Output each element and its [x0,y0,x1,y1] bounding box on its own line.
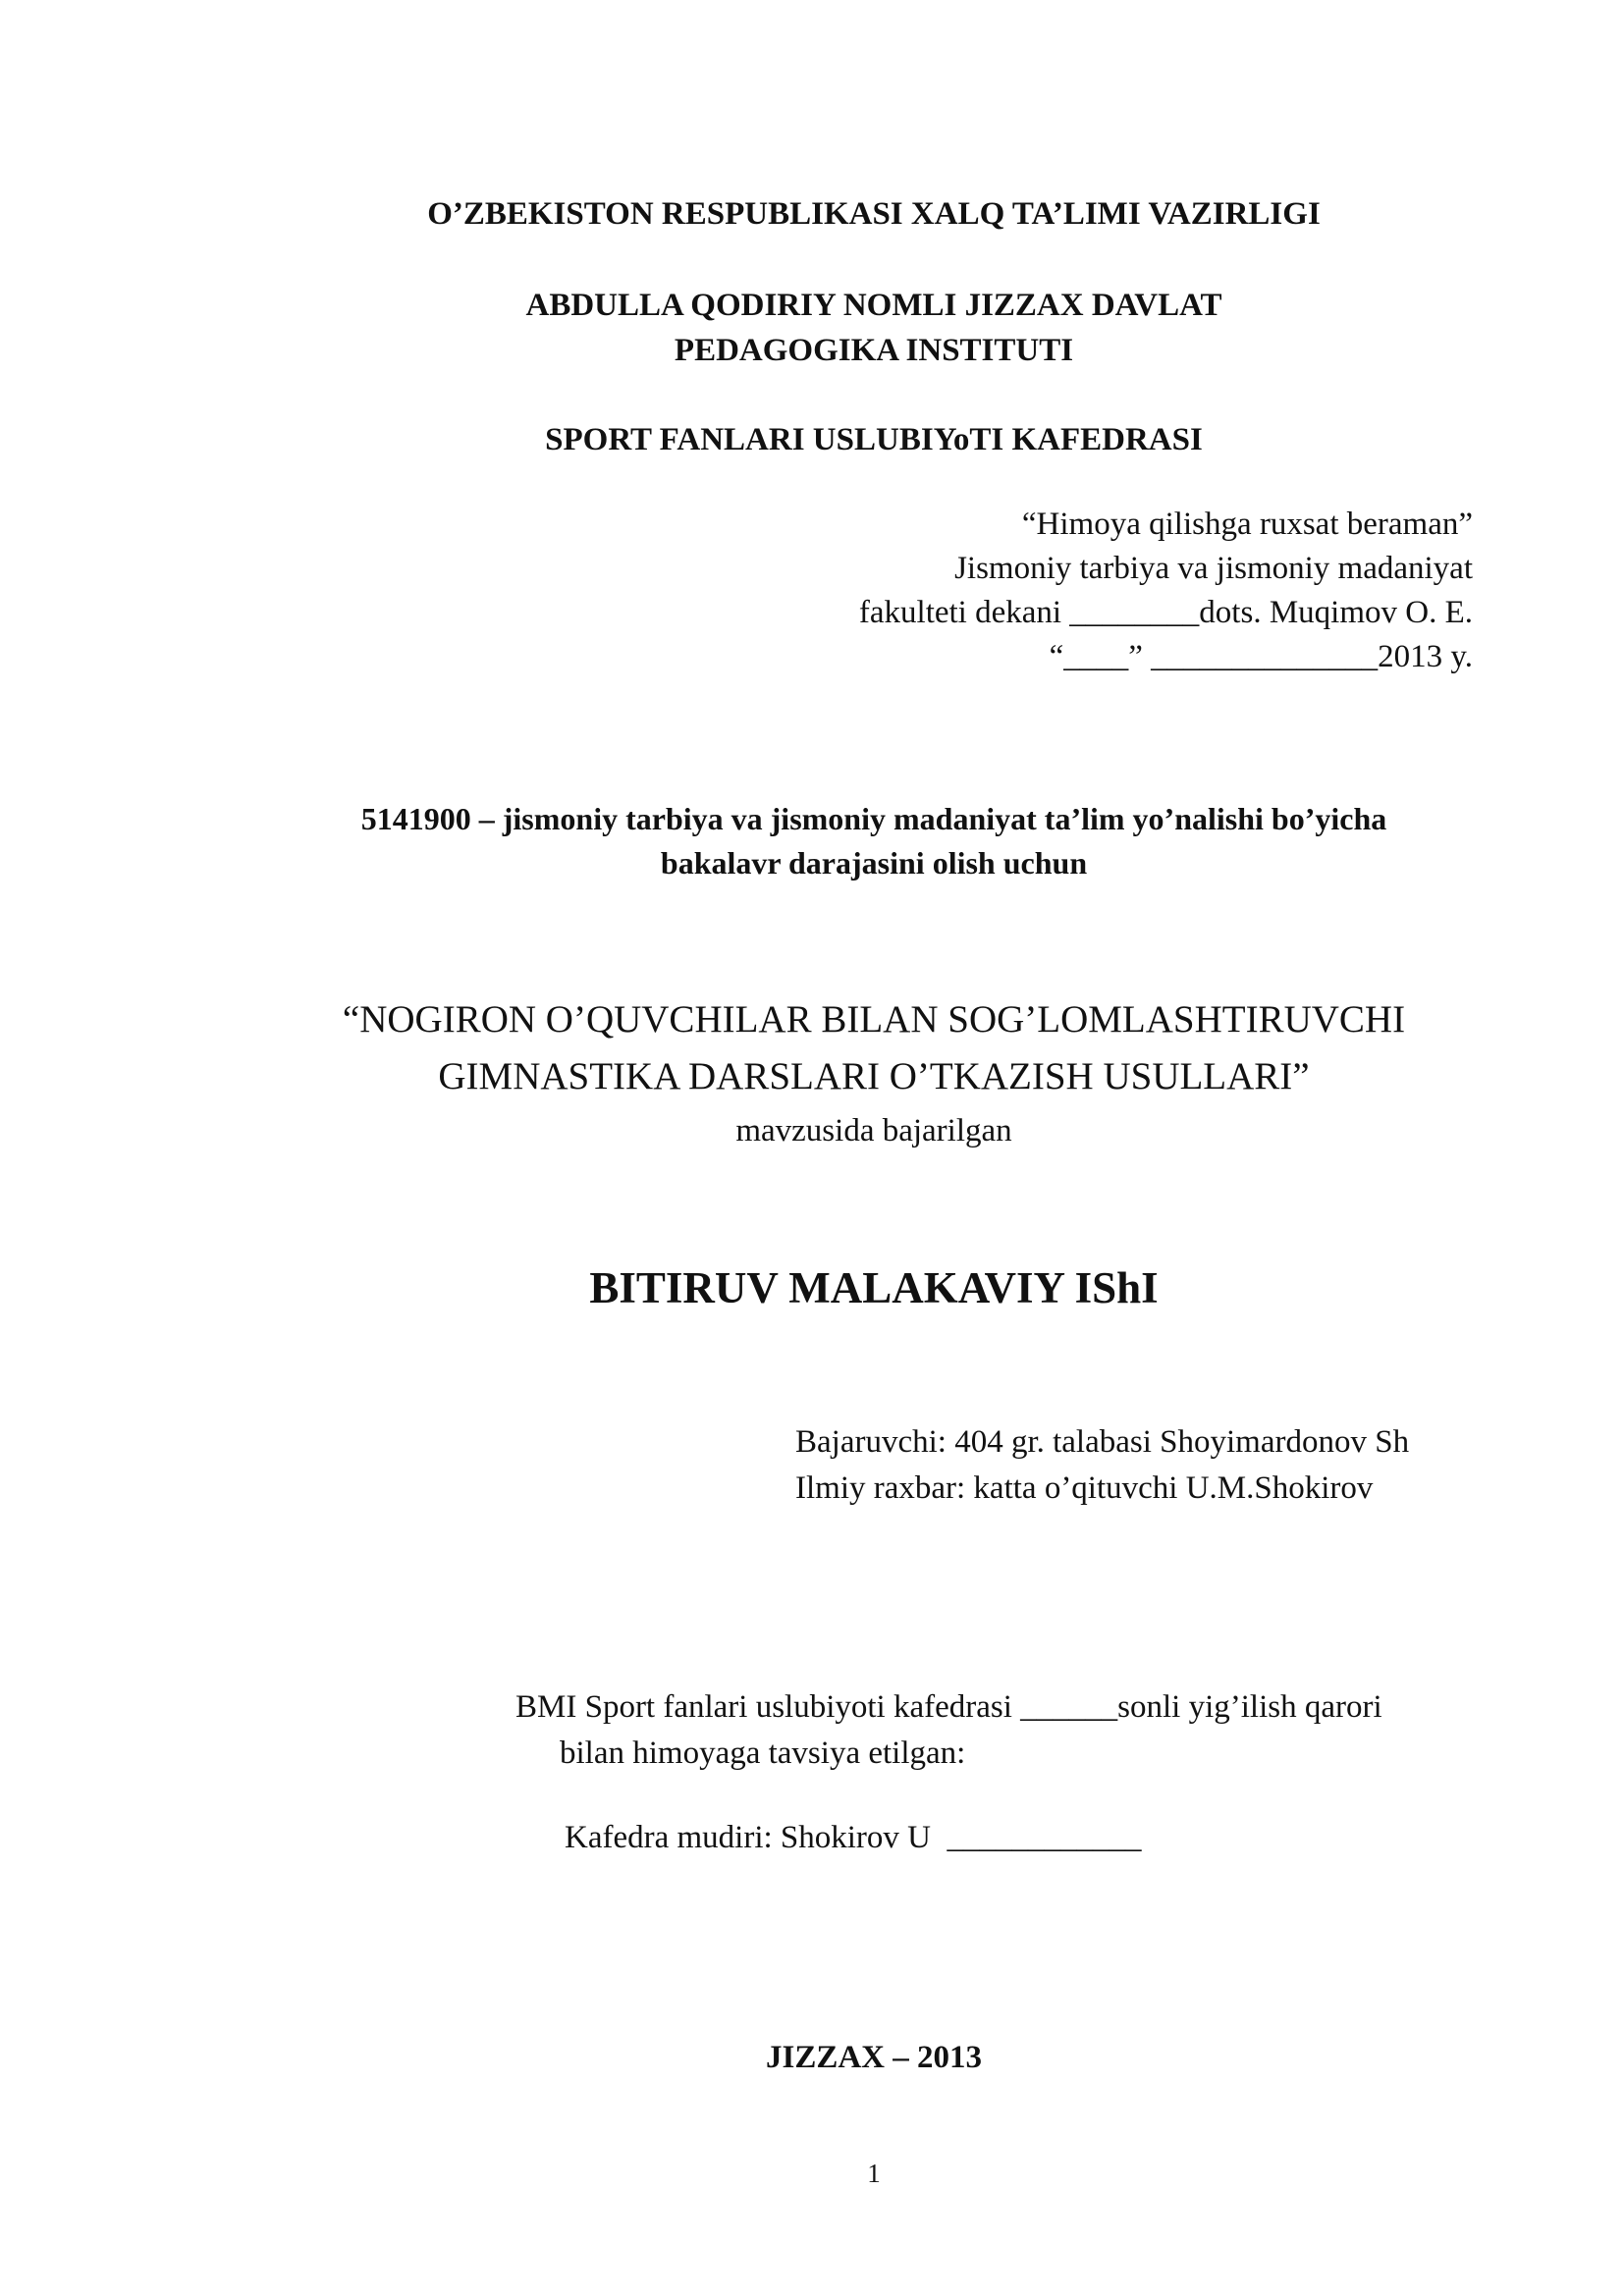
institute-title-line2: PEDAGOGIKA INSTITUTI [674,333,1074,368]
thesis-topic [245,991,1502,1105]
degree-statement [245,797,1502,885]
department-title: SPORT FANLARI USLUBIYoTI KAFEDRASI [545,422,1203,457]
performer-line: Bajaruvchi: 404 gr. talabasi Shoyimardonov Sh [795,1424,1410,1460]
approval-line4: “____” ______________2013 y. [1049,639,1473,674]
institute-title-line1: ABDULLA QODIRIY NOMLI JIZZAX DAVLAT [525,288,1222,323]
document-type-title: BITIRUV MALAKAVIY IShI [589,1263,1159,1312]
approval-line1: “Himoya qilishga ruxsat beraman” [1021,507,1473,542]
recommendation-line1: BMI Sport fanlari uslubiyoti kafedrasi ______sonli yig’ilish qarori [515,1689,1382,1725]
approval-block [687,503,1473,679]
recommendation-block [515,1684,1497,1777]
head-of-department-line: Kafedra mudiri: Shokirov U ____________ [565,1820,1142,1855]
institute-title [295,283,1453,373]
thesis-topic-line2: GIMNASTIKA DARSLARI O’TKAZISH USULLARI” [438,1055,1310,1097]
authors-block [795,1419,1502,1512]
city-year: JIZZAX – 2013 [765,2040,983,2075]
approval-line3: fakulteti dekani ________dots. Muqimov O. E. [858,595,1473,630]
thesis-topic-line1: “NOGIRON O’QUVCHILAR BILAN SOG’LOMLASHTIRUVCHI [342,998,1406,1041]
degree-line2: bakalavr darajasini olish uchun [660,845,1088,881]
recommendation-line2: bilan himoyaga tavsiya etilgan: [560,1735,966,1771]
supervisor-line: Ilmiy raxbar: katta o’qituvchi U.M.Shokirov [795,1470,1374,1506]
thesis-topic-subtitle: mavzusida bajarilgan [735,1113,1012,1148]
page-number: 1 [867,2159,881,2188]
degree-line1: 5141900 – jismoniy tarbiya va jismoniy madaniyat ta’lim yo’nalishi bo’yicha [360,801,1387,836]
ministry-title: O’ZBEKISTON RESPUBLIKASI XALQ TA’LIMI VAZIRLIGI [427,196,1321,232]
approval-line2: Jismoniy tarbiya va jismoniy madaniyat [954,551,1473,586]
